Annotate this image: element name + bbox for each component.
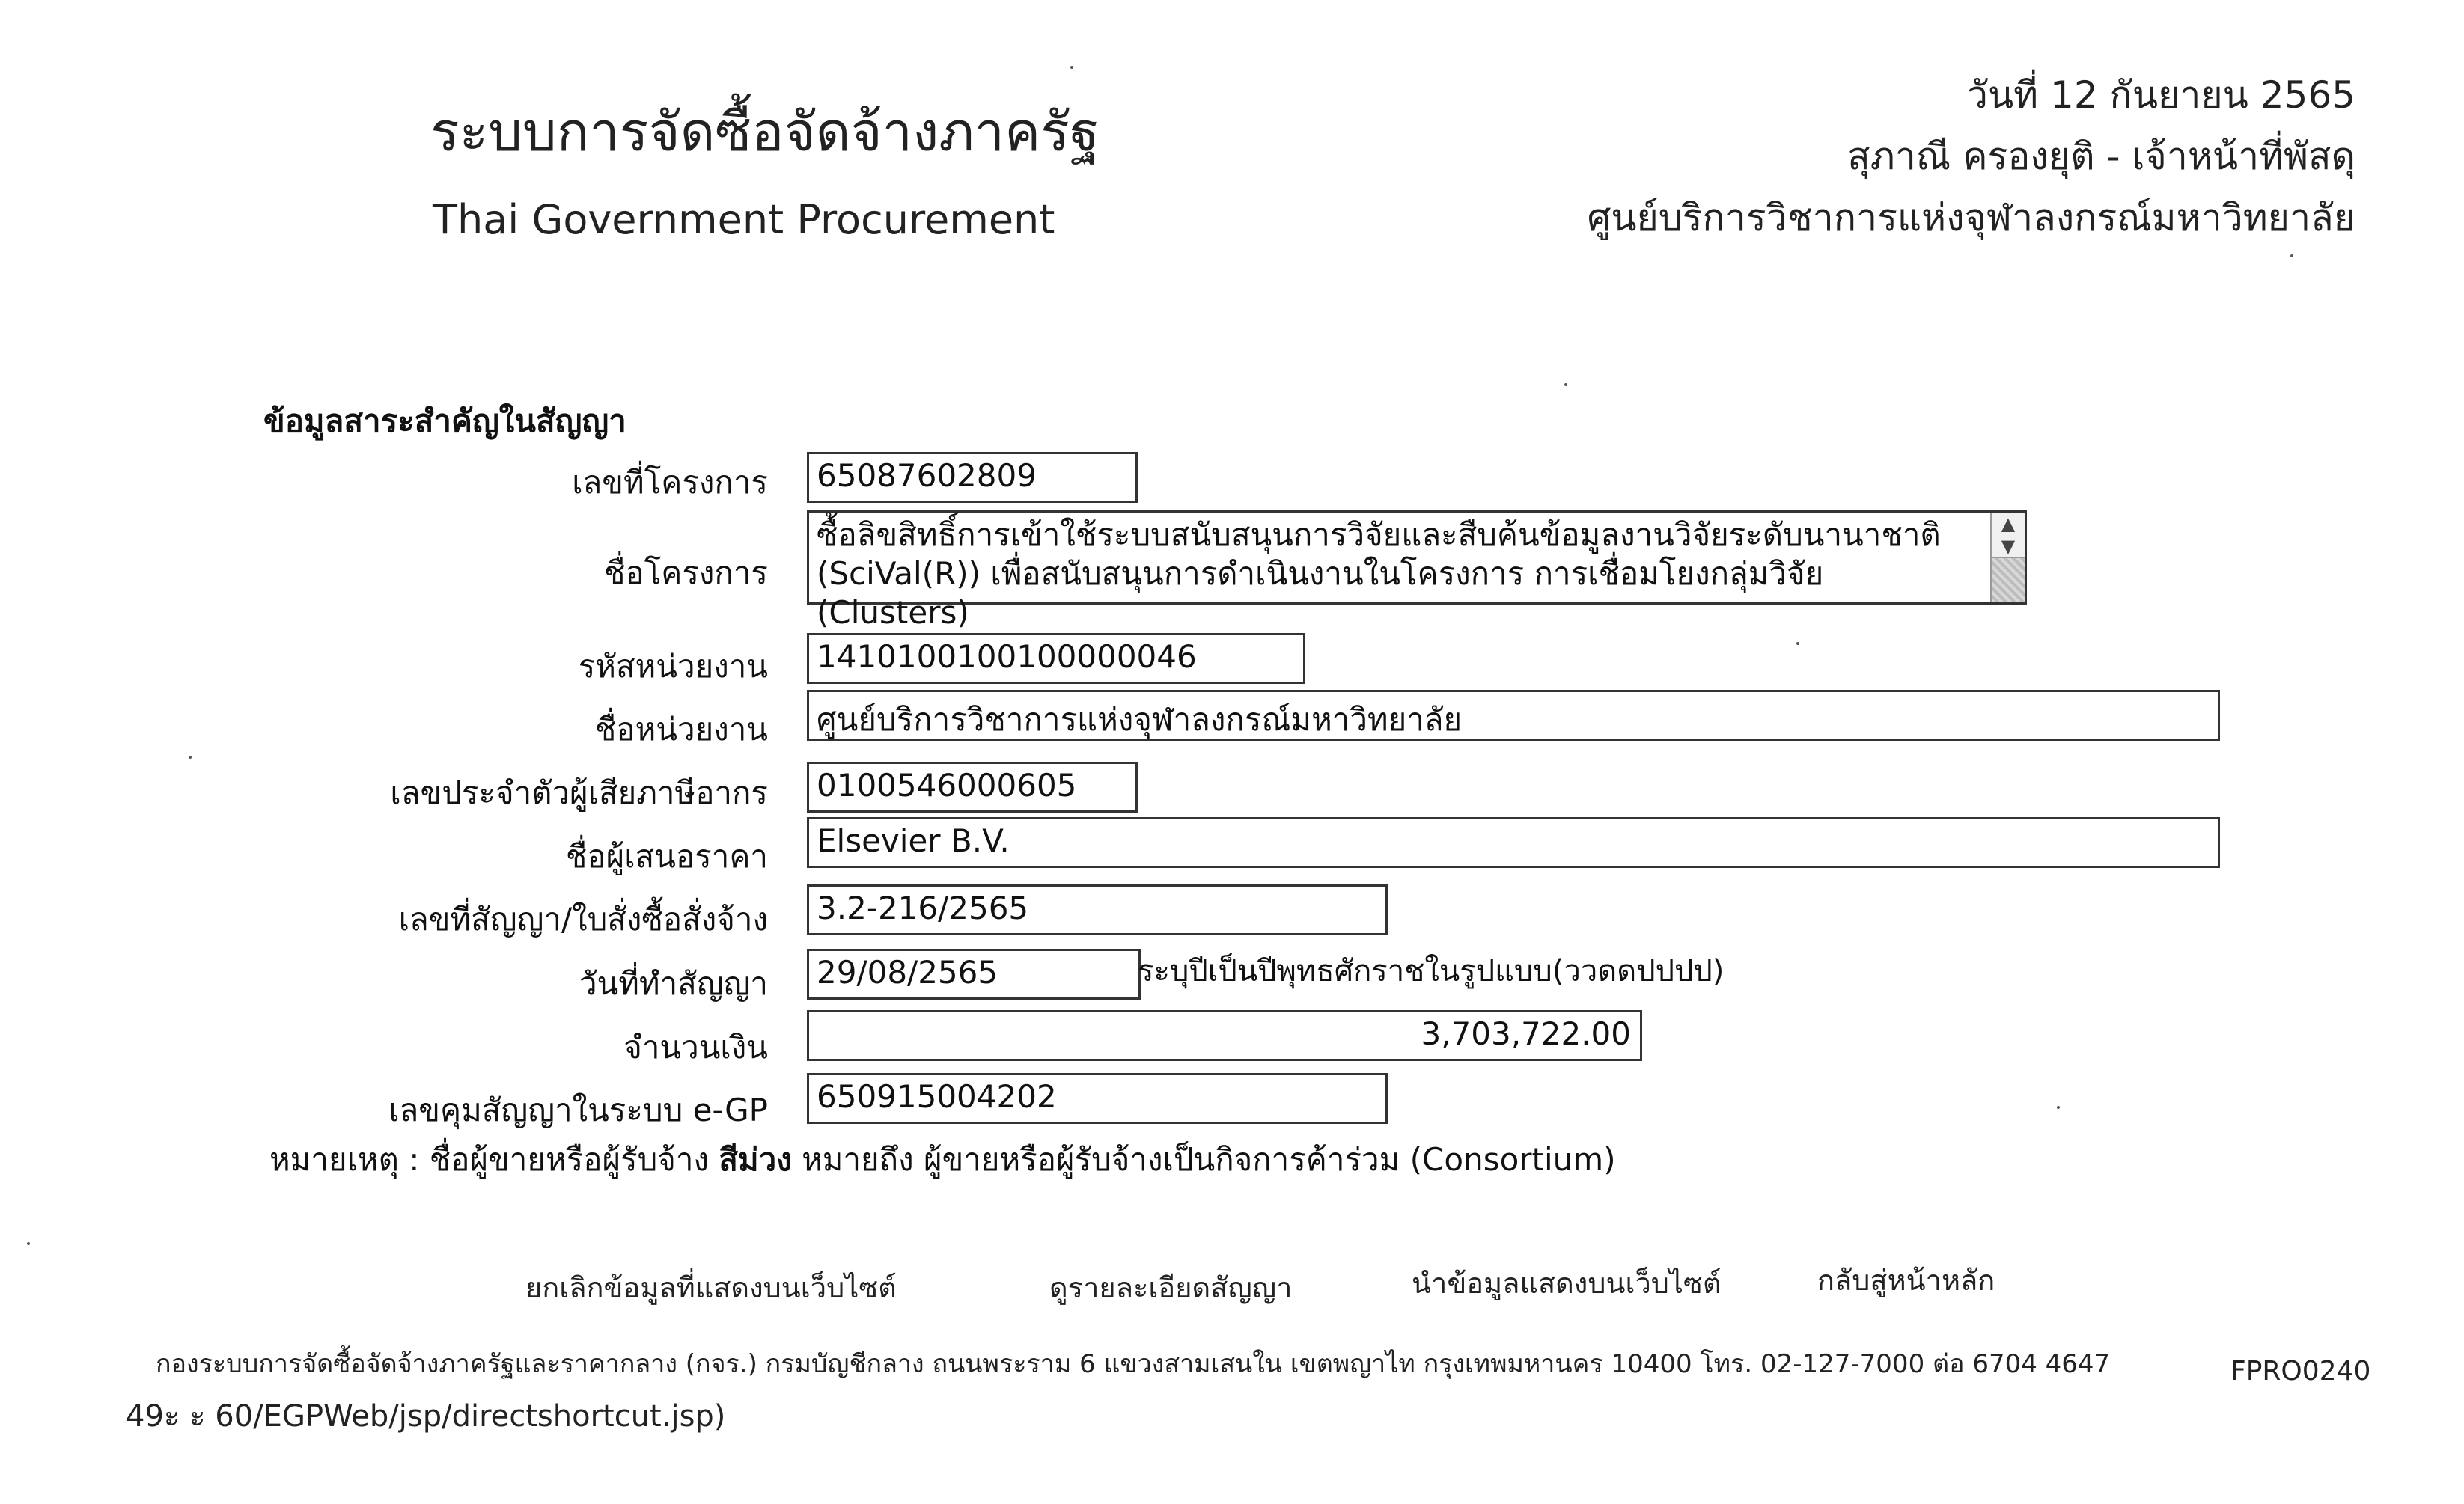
contract-no-field[interactable]: 3.2-216/2565	[807, 884, 1388, 935]
system-title-english: Thai Government Procurement	[433, 196, 1055, 243]
tax-id-label: เลขประจำตัวผู้เสียภาษีอากร	[390, 774, 768, 811]
egp-no-field[interactable]: 650915004202	[807, 1073, 1388, 1124]
note-suffix: หมายถึง ผู้ขายหรือผู้รับจ้างเป็นกิจการค้าร่วม (Consortium)	[791, 1141, 1616, 1178]
unit-code-label: รหัสหน่วยงาน	[578, 648, 768, 685]
print-url: 49ะ ะ 60/EGPWeb/jsp/directshortcut.jsp)	[126, 1399, 726, 1434]
scan-speck	[1796, 642, 1799, 645]
textarea-scrollbar[interactable]	[1990, 513, 2025, 602]
scroll-up-icon[interactable]: ▲	[1992, 513, 2025, 536]
back-home-link[interactable]: กลับสู่หน้าหลัก	[1817, 1264, 1995, 1297]
scan-speck	[189, 756, 192, 759]
cancel-publish-link[interactable]: ยกเลิกข้อมูลที่แสดงบนเว็บไซต์	[525, 1271, 897, 1304]
bidder-field[interactable]: Elsevier B.V.	[807, 817, 2220, 868]
project-name-text: ซื้อลิขสิทธิ์การเข้าใช้ระบบสนับสนุนการวิจัยและสืบค้นข้อมูลงานวิจัยระดับนานาชาติ (SciVal(R)) เพื่อสนับสนุนการดำเนินงานในโครงการ การเชื่อมโยงกลุ่มวิจัย (Clusters)	[817, 516, 1941, 631]
project-name-textarea[interactable]	[807, 510, 2027, 631]
scroll-down-icon[interactable]: ▼	[1992, 535, 2025, 558]
system-title-thai: ระบบการจัดซื้อจัดจ้างภาครัฐ	[430, 100, 1100, 163]
note-purple-label: สีม่วง	[719, 1141, 792, 1178]
bidder-label: ชื่อผู้เสนอราคา	[565, 838, 768, 875]
note-prefix: หมายเหตุ : ชื่อผู้ขายหรือผู้รับจ้าง	[269, 1141, 719, 1178]
footer-address: กองระบบการจัดซื้อจัดจ้างภาครัฐและราคากลาง (กจร.) กรมบัญชีกลาง ถนนพระราม 6 แขวงสามเสนใน เขตพญาไท กรุงเทพมหานคร 10400 โทร. 02-127-7000 ต่อ 6704 4647	[156, 1349, 2111, 1379]
project-no-field[interactable]: 65087602809	[807, 452, 1138, 503]
unit-code-field[interactable]: 1410100100100000046	[807, 633, 1305, 684]
header-date: วันที่ 12 กันยายน 2565	[1966, 73, 2355, 117]
amount-label: จำนวนเงิน	[623, 1029, 768, 1066]
publish-data-link[interactable]: นำข้อมูลแสดงบนเว็บไซต์	[1412, 1267, 1722, 1300]
scan-speck	[1564, 383, 1567, 386]
project-no-label: เลขที่โครงการ	[572, 464, 768, 501]
unit-name-field[interactable]: ศูนย์บริการวิชาการแห่งจุฬาลงกรณ์มหาวิทยาลัย	[807, 690, 2220, 741]
page-code: FPRO0240	[2230, 1356, 2371, 1387]
view-contract-details-link[interactable]: ดูรายละเอียดสัญญา	[1049, 1271, 1293, 1304]
header-organization: ศูนย์บริการวิชาการแห่งจุฬาลงกรณ์มหาวิทยาลัย	[1587, 196, 2355, 239]
date-format-hint: ระบุปีเป็นปีพุทธศักราชในรูปแบบ(ววดดปปปป)	[1138, 954, 1725, 988]
contract-no-label: เลขที่สัญญา/ใบสั่งซื้อสั่งจ้าง	[398, 901, 768, 938]
contract-date-label: วันที่ทำสัญญา	[579, 965, 768, 1002]
section-title: ข้อมูลสาระสำคัญในสัญญา	[263, 403, 626, 439]
header-officer: สุภาณี ครองยุติ - เจ้าหน้าที่พัสดุ	[1847, 135, 2355, 178]
project-name-label: ชื่อโครงการ	[603, 554, 768, 591]
egp-no-label: เลขคุมสัญญาในระบบ e-GP	[388, 1092, 768, 1128]
scan-speck	[27, 1242, 30, 1245]
contract-date-field[interactable]: 29/08/2565	[807, 949, 1141, 1000]
scan-speck	[2290, 254, 2293, 257]
consortium-note	[269, 1135, 1616, 1184]
tax-id-field[interactable]: 0100546000605	[807, 762, 1138, 813]
unit-name-label: ชื่อหน่วยงาน	[594, 711, 768, 748]
scan-speck	[2057, 1106, 2060, 1109]
amount-field[interactable]: 3,703,722.00	[807, 1010, 1642, 1061]
scan-speck	[1070, 66, 1073, 69]
